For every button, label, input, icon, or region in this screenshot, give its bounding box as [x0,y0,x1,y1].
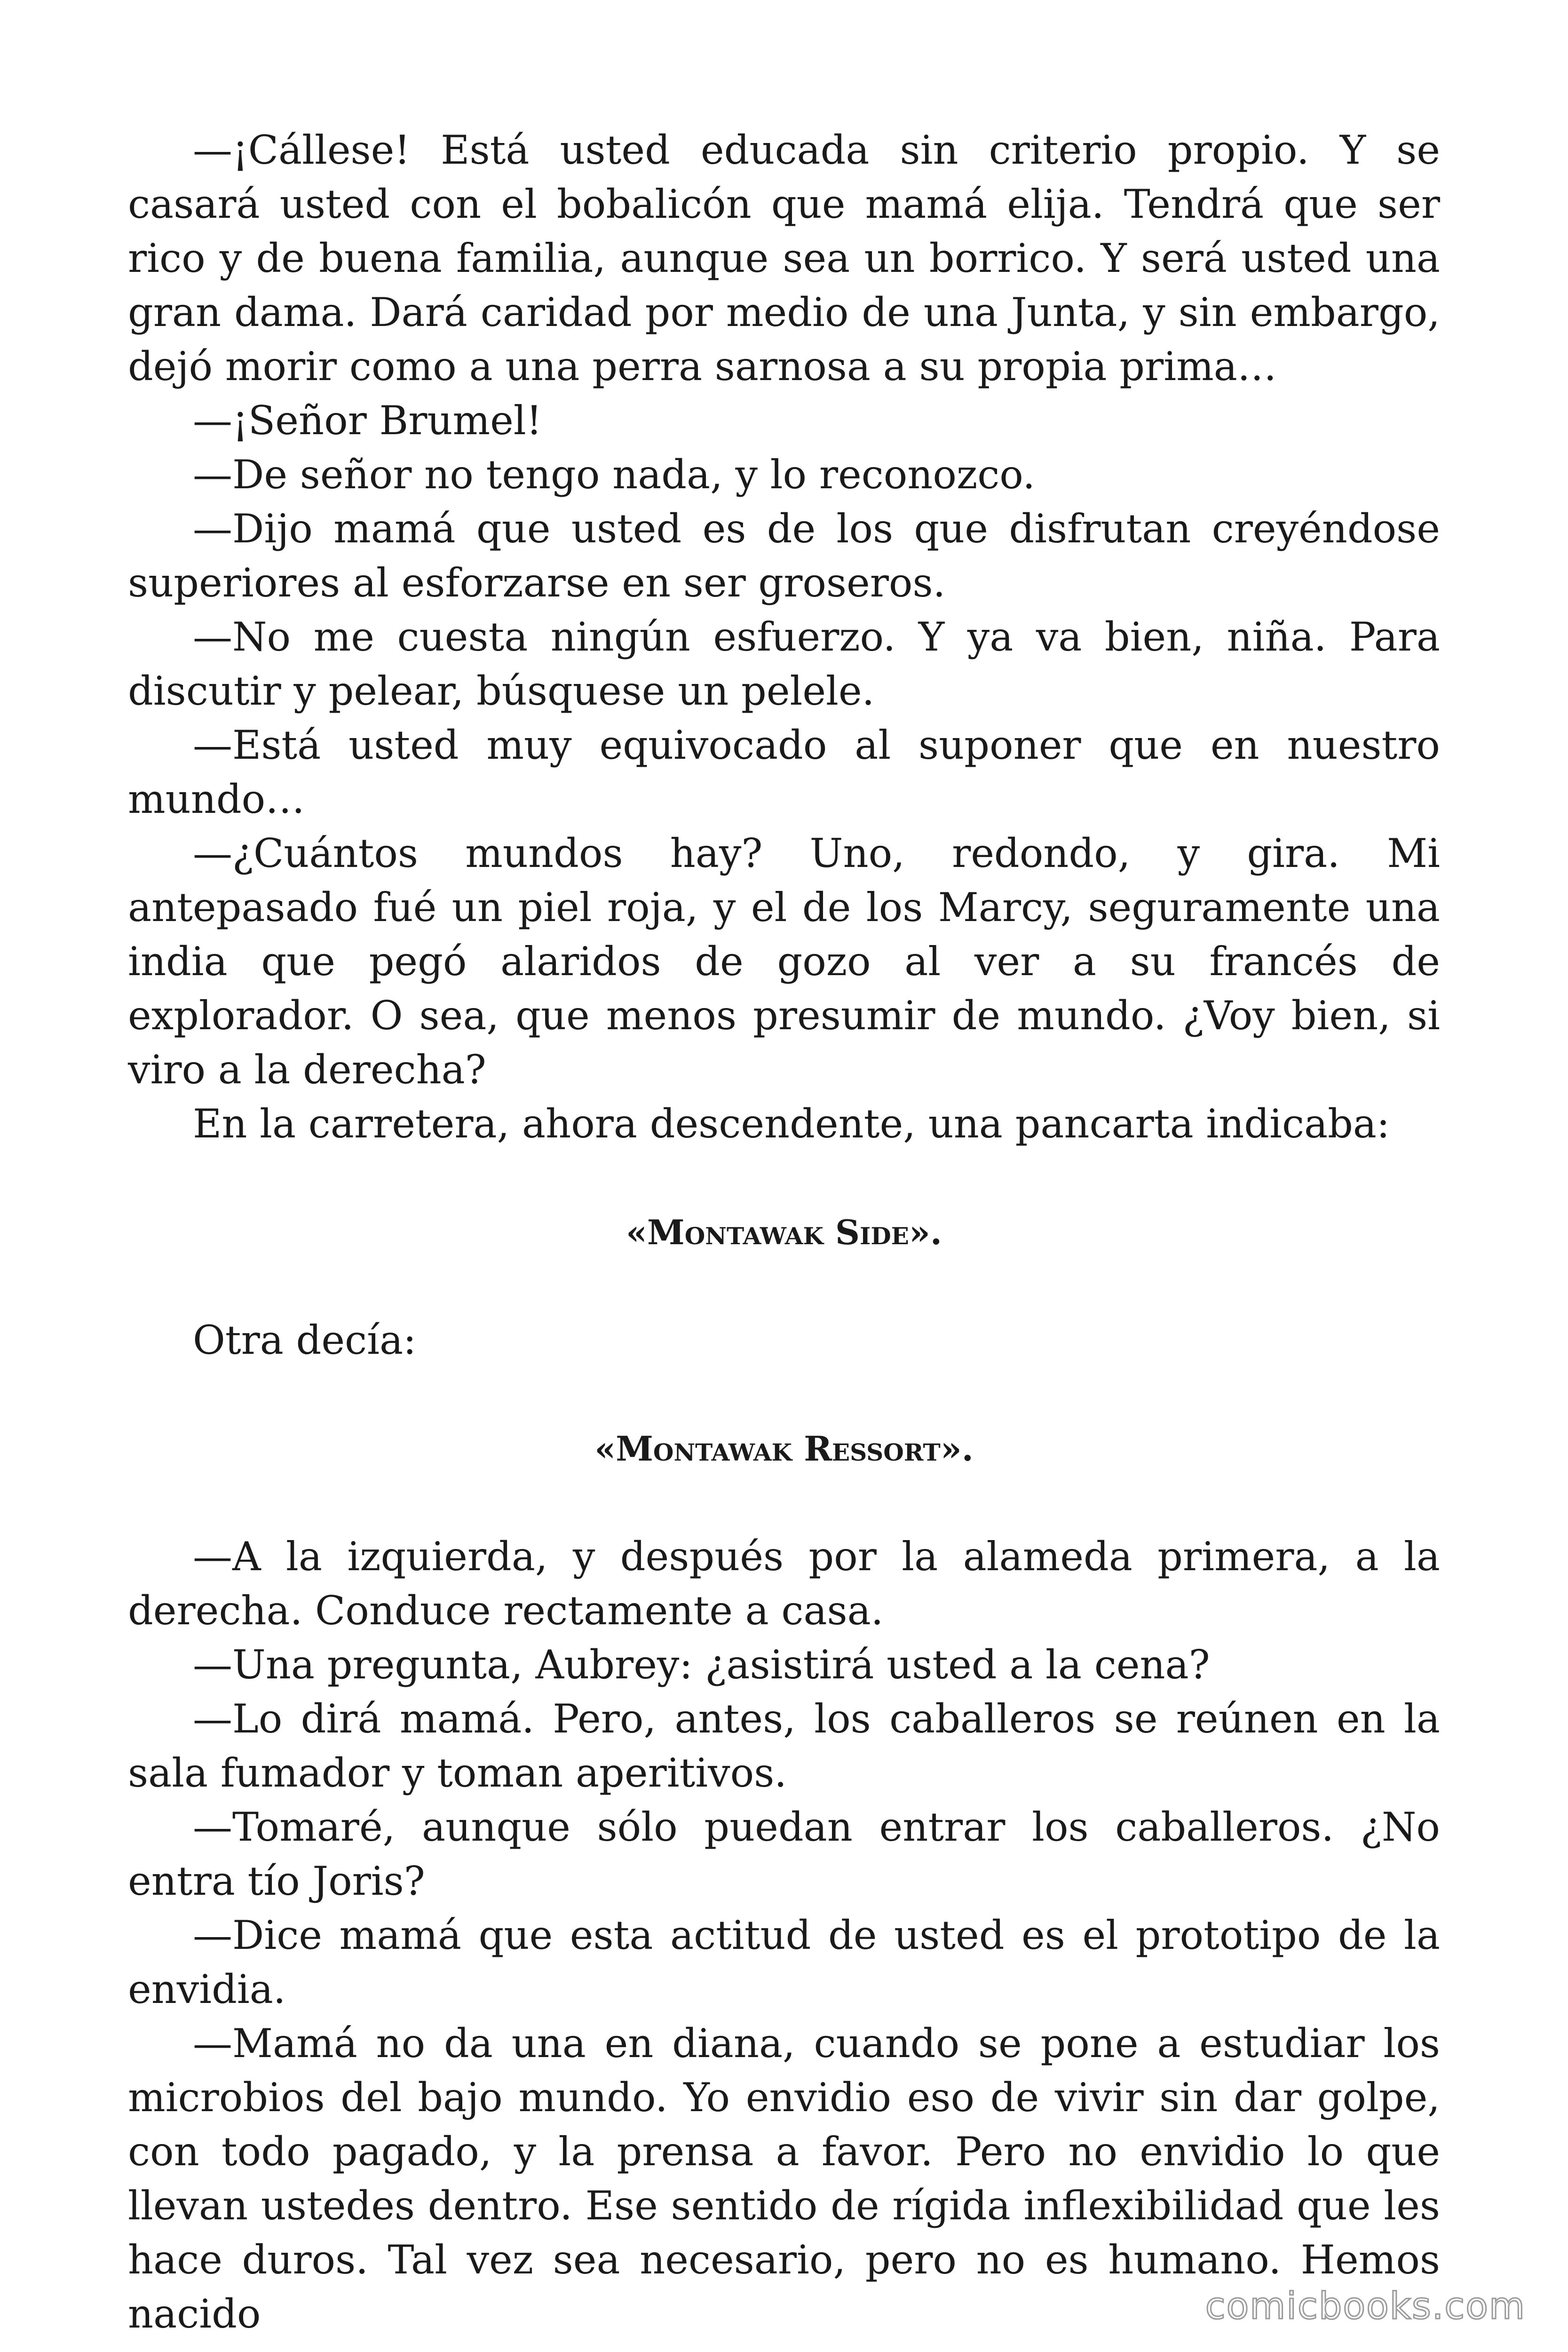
paragraph: —No me cuesta ningún esfuerzo. Y ya va bien, niña. Para discutir y pelear, búsquese un pelele. [128,614,1440,714]
paragraph: —Lo dirá mamá. Pero, antes, los caballeros se reúnen en la sala fumador y toman aperitivos. [128,1696,1440,1796]
sign-text-montawak-side: «Montawak Side». [626,1212,942,1252]
paragraph: En la carretera, ahora descendente, una pancarta indicaba: [193,1101,1390,1147]
paragraph: —Mamá no da una en diana, cuando se pone a estudiar los microbios del bajo mundo. Yo envidio eso de vivir sin dar golpe, con todo pagado, y la prensa a favor. Pero no envidio lo que llevan ustedes dentro. Ese sentido de rígida inflexibilidad que les hace duros. Tal vez sea necesario, pero no es humano. Hemos nacido [128,2020,1440,2337]
paragraph: Otra decía: [193,1317,417,1363]
paragraph: —¡Señor Brumel! [193,397,542,444]
paragraph: —Tomaré, aunque sólo puedan entrar los caballeros. ¿No entra tío Joris? [128,1804,1440,1904]
paragraph: —A la izquierda, y después por la alameda primera, a la derecha. Conduce rectamente a casa. [128,1534,1440,1634]
sign-text-montawak-ressort: «Montawak Ressort». [594,1429,974,1469]
paragraph: —Una pregunta, Aubrey: ¿asistirá usted a la cena? [193,1642,1210,1688]
paragraph: —Está usted muy equivocado al suponer que en nuestro mundo… [128,722,1440,822]
watermark-text: comicbooks.com [1205,2285,1526,2328]
paragraph: —¡Cállese! Está usted educada sin criterio propio. Y se casará usted con el bobalicón que mamá elija. Tendrá que ser rico y de buena familia, aunque sea un borrico. Y será usted una gran dama. Dará caridad por medio de una Junta, y sin embargo, dejó morir como a una perra sarnosa a su propia prima… [128,127,1440,389]
book-page [128,123,1440,2341]
paragraph: —Dice mamá que esta actitud de usted es el prototipo de la envidia. [128,1912,1440,2012]
paragraph: —De señor no tengo nada, y lo reconozco. [193,452,1036,498]
paragraph: —Dijo mamá que usted es de los que disfrutan creyéndose superiores al esforzarse en ser groseros. [128,506,1440,606]
paragraph: —¿Cuántos mundos hay? Uno, redondo, y gira. Mi antepasado fué un piel roja, y el de los Marcy, seguramente una india que pegó alaridos de gozo al ver a su francés de explorador. O sea, que menos presumir de mundo. ¿Voy bien, si viro a la derecha? [128,830,1440,1093]
